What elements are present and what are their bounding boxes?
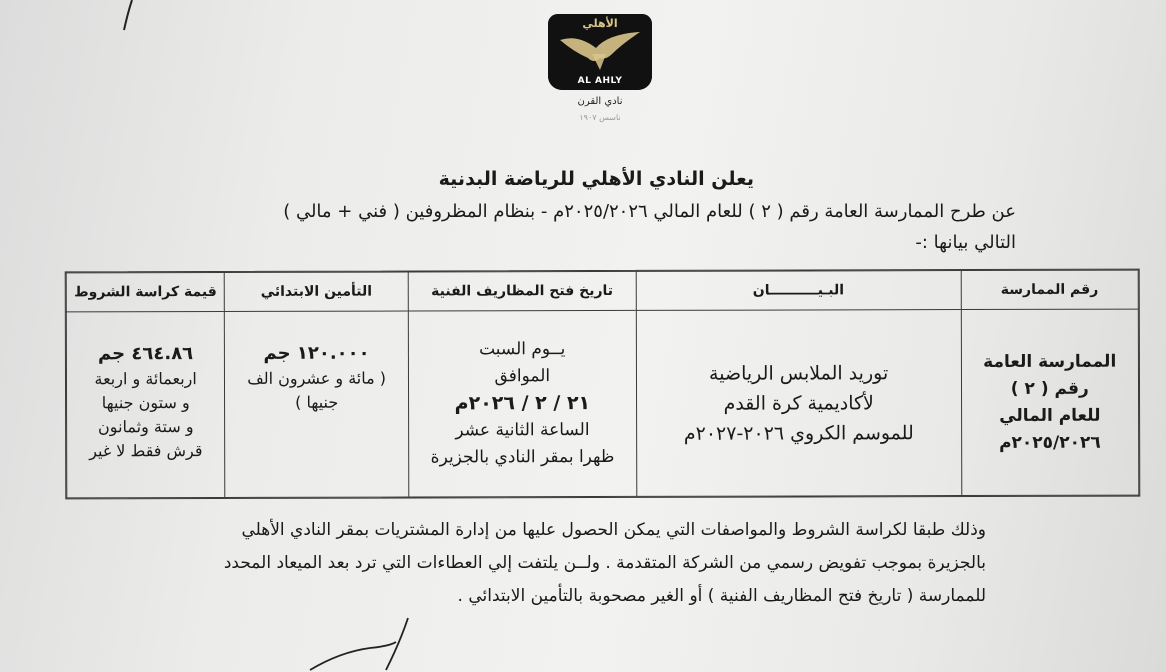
booklet-words-1: اربعمائة و اربعة <box>94 369 197 389</box>
cell-booklet-price <box>66 311 225 497</box>
terms-line-1: وذلك طبقا لكراسة الشروط والمواصفات التي يمكن الحصول عليها من إدارة المشتريات بمقر النادي الأهلي <box>241 520 986 540</box>
header-number: رقم الممارسة <box>961 270 1139 309</box>
emblem-latin-text: AL AHLY <box>577 76 623 86</box>
header-statement: البـيــــــــــان <box>636 271 961 311</box>
table-row <box>66 309 1138 498</box>
intro-line-2: التالي بيانها :- <box>915 232 1016 253</box>
logo-subtitle: نادي القرن <box>577 96 623 107</box>
booklet-words-4: قرش فقط لا غير <box>89 441 203 461</box>
cell-statement <box>636 310 961 497</box>
club-logo <box>540 14 660 122</box>
date-line-2: الموافق <box>494 366 551 387</box>
date-line-3: ٢١ / ٢ / ٢٠٢٦م <box>454 392 591 415</box>
logo-faint-text: ناسس ١٩٠٧ <box>579 113 621 122</box>
intro-line-1: عن طرح الممارسة العامة رقم ( ٢ ) للعام المالي ٢٠٢٥/٢٠٢٦م - بنظام المظروفين ( فني + مالي ) <box>283 201 1016 222</box>
date-line-4: الساعة الثانية عشر <box>455 420 590 441</box>
statement-line-1: توريد الملابس الرياضية <box>708 361 889 385</box>
table-header-row <box>66 270 1138 312</box>
deposit-amount: ١٢٠.٠٠٠ جم <box>263 342 370 364</box>
announcement-intro <box>156 196 1016 258</box>
header-booklet-price: قيمة كراسة الشروط <box>66 272 224 311</box>
number-line-2: رقم ( ٢ ) <box>1010 378 1089 399</box>
deposit-words-2: جنيها ) <box>295 392 339 412</box>
tender-table <box>65 269 1141 500</box>
terms-line-3: للممارسة ( تاريخ فتح المظاريف الفنية ) أو الغير مصحوبة بالتأمين الابتدائي . <box>457 586 986 606</box>
statement-line-2: لأكاديمية كرة القدم <box>723 391 874 415</box>
cell-opening-date <box>408 310 636 497</box>
header-deposit: التأمين الابتدائي <box>225 272 409 311</box>
club-emblem <box>548 14 652 90</box>
number-line-4: ٢٠٢٥/٢٠٢٦م <box>999 432 1101 453</box>
terms-paragraph <box>166 514 986 613</box>
booklet-words-2: و ستون جنيها <box>101 393 190 413</box>
signature-stroke <box>300 612 440 672</box>
announcement-headline: يعلن النادي الأهلي للرياضة البدنية <box>438 168 754 190</box>
emblem-arabic-text: الأهلي <box>582 17 618 30</box>
date-line-5: ظهرا بمقر النادي بالجزيرة <box>430 446 615 468</box>
pen-stroke-top <box>118 0 138 36</box>
header-opening-date: تاريخ فتح المظاريف الفنية <box>408 271 636 311</box>
booklet-words-3: و ستة وثمانون <box>98 417 194 437</box>
terms-line-2: بالجزيرة بموجب تفويض رسمي من الشركة المتقدمة . ولــن يلتفت إلي العطاءات التي ترد بعد الميعاد المحدد <box>223 553 986 573</box>
booklet-amount: ٤٦٤.٨٦ جم <box>98 343 194 365</box>
number-line-3: للعام المالي <box>999 405 1101 426</box>
cell-number <box>961 309 1139 495</box>
cell-deposit <box>225 311 409 497</box>
number-line-1: الممارسة العامة <box>983 351 1117 372</box>
statement-line-3: للموسم الكروي ٢٠٢٦-٢٠٢٧م <box>683 421 914 445</box>
date-line-1: يــوم السبت <box>479 339 566 360</box>
deposit-words-1: ( مائة و عشرون الف <box>247 368 387 388</box>
